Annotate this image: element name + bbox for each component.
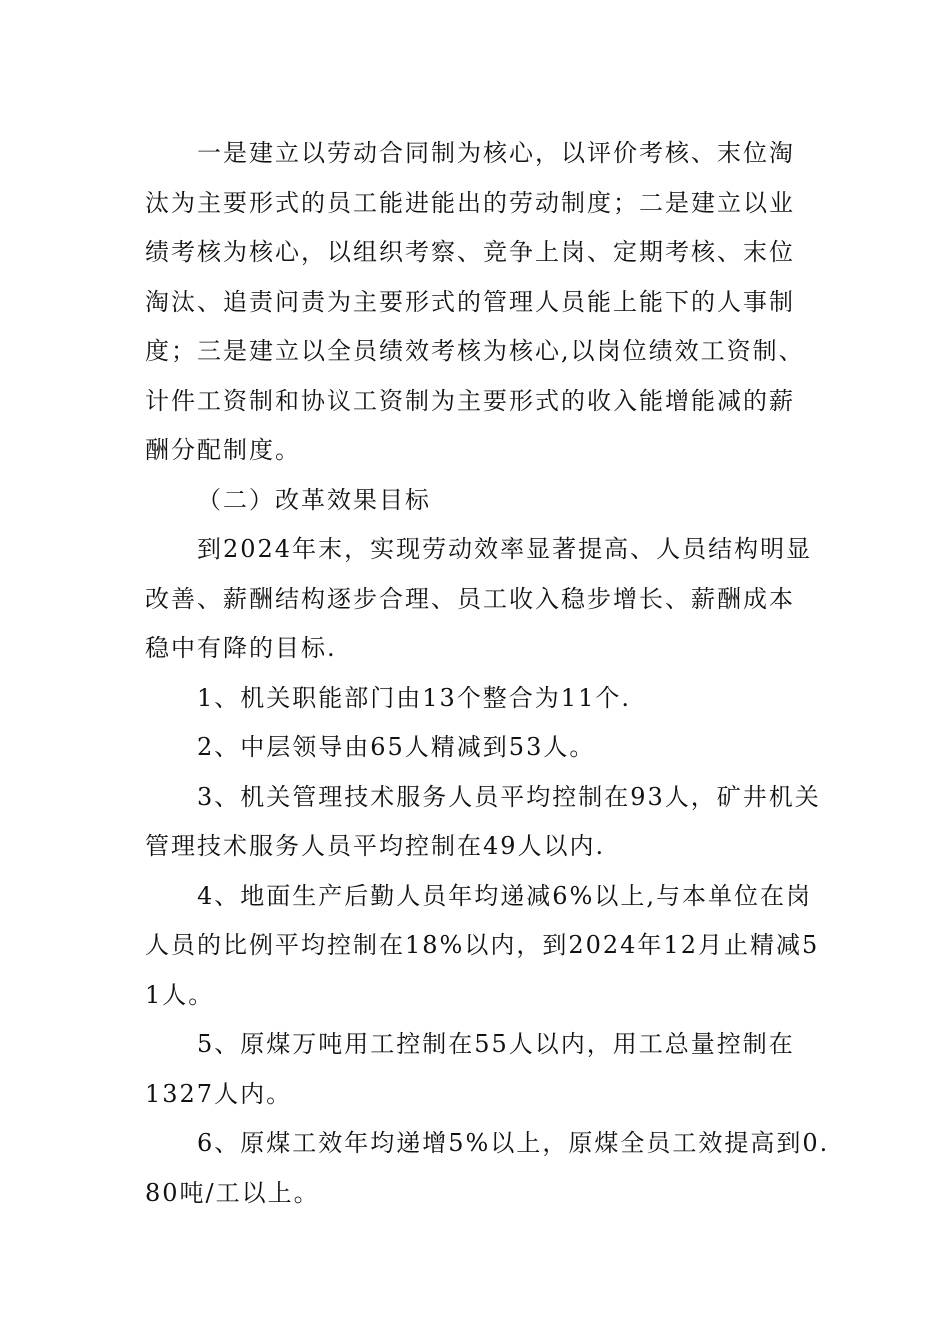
text-line: 计件工资制和协议工资制为主要形式的收入能增能减的薪 xyxy=(145,386,795,415)
text-line: 人员的比例平均控制在18%以内，到2024年12月止精减5 xyxy=(145,931,820,959)
text-line: 管理技术服务人员平均控制在49人以内. xyxy=(145,832,606,860)
text-line: 一是建立以劳动合同制为核心，以评价考核、末位淘 xyxy=(197,139,795,167)
document-body xyxy=(145,129,830,1218)
list-item-4 xyxy=(145,872,820,1021)
text-line: 淘汰、追责问责为主要形式的管理人员能上能下的人事制 xyxy=(145,287,795,316)
text-line: 6、原煤工效年均递增5%以上，原煤全员工效提高到0. xyxy=(197,1129,830,1157)
text-line: 到2024年末，实现劳动效率显著提高、人员结构明显 xyxy=(197,535,813,563)
text-line: 稳中有降的目标. xyxy=(145,634,337,662)
text-line: 80吨/工以上。 xyxy=(145,1178,320,1207)
paragraph-goal-intro xyxy=(145,525,815,674)
text-line: 3、机关管理技术服务人员平均控制在93人，矿井机关 xyxy=(197,782,821,811)
text-line: 5、原煤万吨用工控制在55人以内，用工总量控制在 xyxy=(197,1030,795,1058)
list-item-5 xyxy=(145,1020,815,1119)
text-line: 度；三是建立以全员绩效考核为核心,以岗位绩效工资制、 xyxy=(145,337,805,365)
text-line: 1、机关职能部门由13个整合为11个. xyxy=(197,683,631,712)
section-heading-text: （二）改革效果目标 xyxy=(197,485,431,514)
text-line: 1人。 xyxy=(145,980,215,1009)
list-item-6 xyxy=(145,1119,830,1218)
list-item-1 xyxy=(145,674,815,724)
text-line: 改善、薪酬结构逐步合理、员工收入稳步增长、薪酬成本 xyxy=(145,584,795,613)
section-heading xyxy=(145,476,815,526)
text-line: 绩考核为核心，以组织考察、竞争上岗、定期考核、末位 xyxy=(145,238,795,266)
paragraph-reform-system xyxy=(145,129,815,476)
text-line: 4、地面生产后勤人员年均递减6%以上,与本单位在岗 xyxy=(197,881,812,910)
text-line: 1327人内。 xyxy=(145,1079,293,1108)
text-line: 汰为主要形式的员工能进能出的劳动制度；二是建立以业 xyxy=(145,188,795,217)
text-line: 2、中层领导由65人精减到53人。 xyxy=(197,733,596,761)
list-item-2 xyxy=(145,723,815,773)
text-line: 酬分配制度。 xyxy=(145,436,301,464)
list-item-3 xyxy=(145,773,821,872)
